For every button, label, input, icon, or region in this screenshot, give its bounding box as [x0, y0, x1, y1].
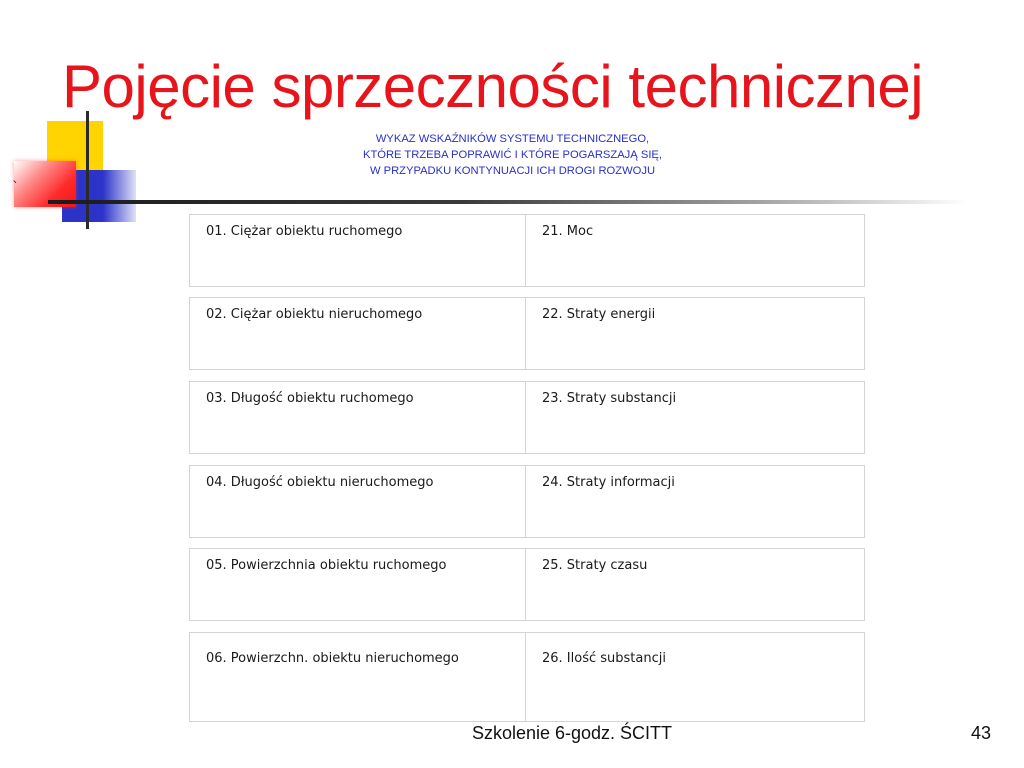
stray-mark: ` [12, 180, 19, 196]
table-row [189, 548, 865, 621]
table-cell-left: 03. Długość obiektu ruchomego [190, 382, 526, 453]
table-row [189, 465, 865, 538]
table-cell-right: 26. Ilość substancji [542, 651, 666, 666]
page-number: 43 [970, 723, 991, 743]
table-cell-right: 25. Straty czasu [542, 558, 648, 573]
table-cell-left: 02. Ciężar obiektu nieruchomego [190, 298, 526, 369]
table-cell-right: 24. Straty informacji [542, 475, 675, 490]
slide-subtitle [290, 131, 735, 179]
table-cell-right: 22. Straty energii [542, 307, 656, 322]
table-cell-left: 06. Powierzchn. obiektu nieruchomego [190, 633, 526, 721]
table-cell-left: 04. Długość obiektu nieruchomego [190, 466, 526, 537]
subtitle-line: WYKAZ WSKAŹNIKÓW SYSTEMU TECHNICZNEGO, [375, 133, 650, 145]
table-cell-right: 21. Moc [542, 224, 594, 239]
subtitle-line: KTÓRE TRZEBA POPRAWIĆ I KTÓRE POGARSZAJĄ SIĘ, [362, 149, 662, 161]
table-row [189, 632, 865, 722]
table-row [189, 381, 865, 454]
decor-vertical-line [86, 111, 89, 229]
table-cell-left: 01. Ciężar obiektu ruchomego [190, 215, 526, 286]
table-row [189, 297, 865, 370]
table-cell-right: 23. Straty substancji [542, 391, 677, 406]
table-row [189, 214, 865, 287]
footer-text: Szkolenie 6-godz. ŚCITT [471, 723, 673, 743]
table-cell-left: 05. Powierzchnia obiektu ruchomego [190, 549, 526, 620]
subtitle-line: W PRZYPADKU KONTYNUACJI ICH DROGI ROZWOJU [369, 165, 656, 177]
slide-title: Pojęcie sprzeczności technicznej [62, 53, 924, 120]
title-underline [48, 200, 968, 204]
